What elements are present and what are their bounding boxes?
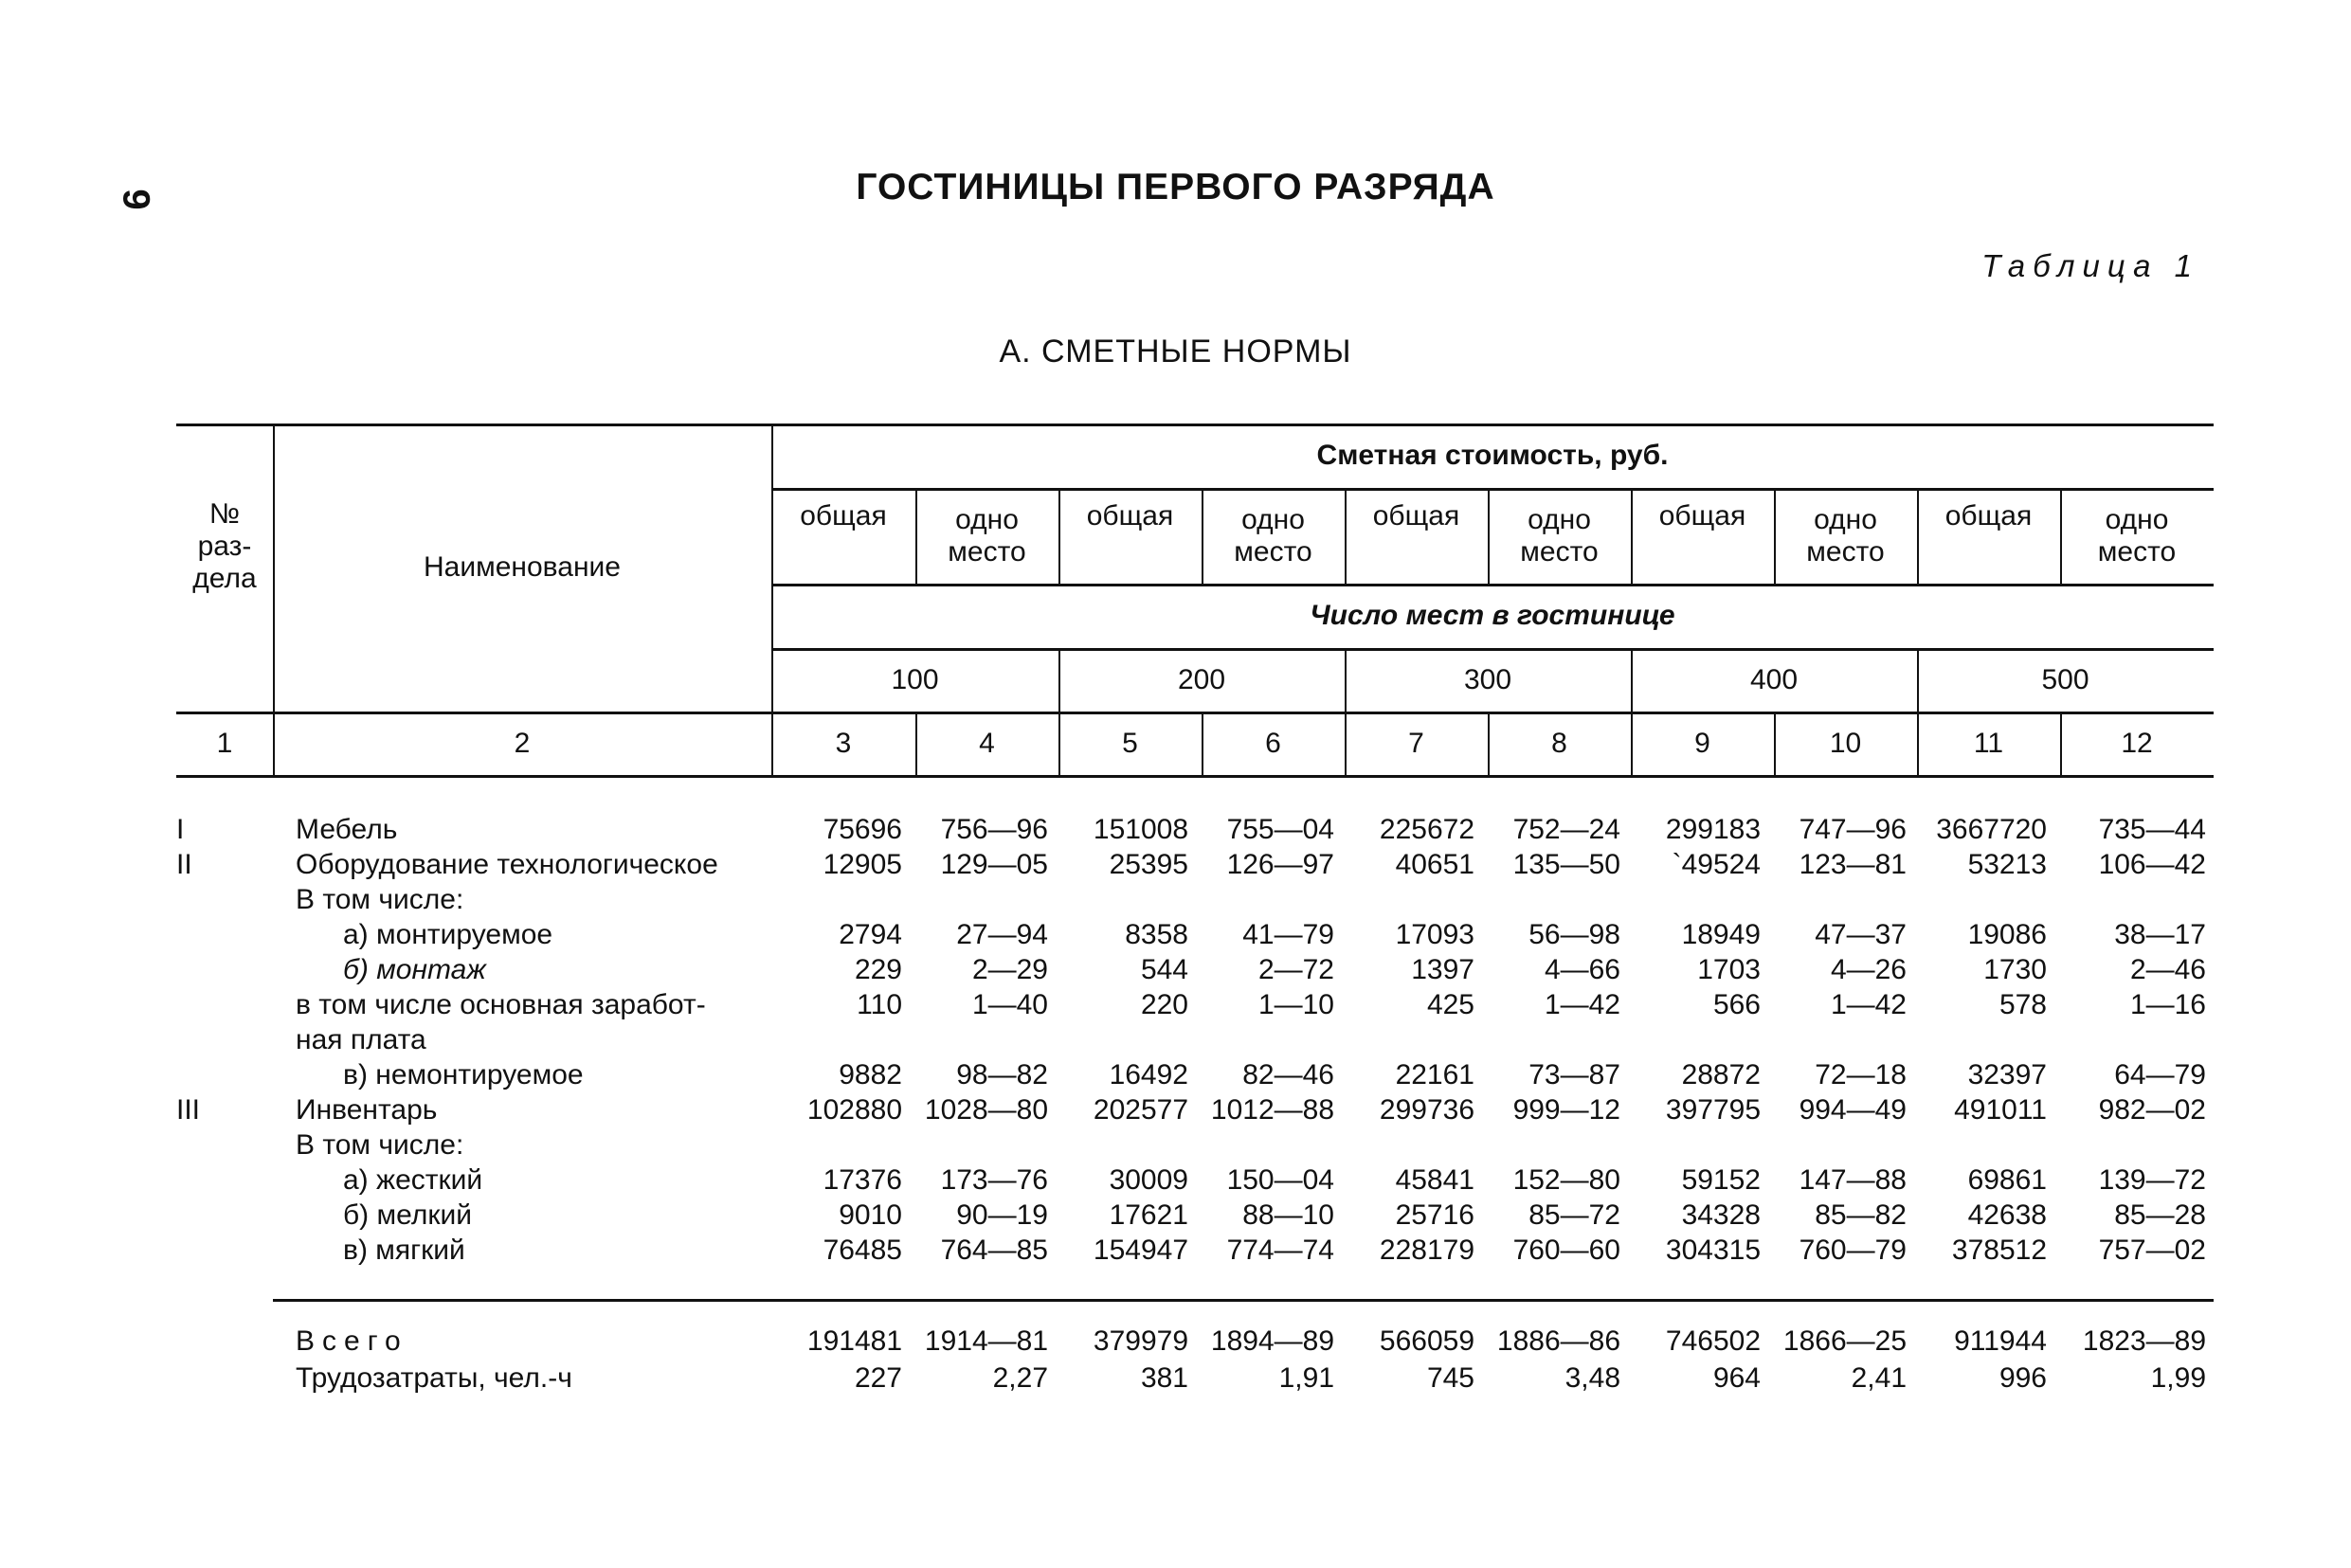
header-total: общая xyxy=(1658,500,1746,532)
value-cell: 996 xyxy=(1998,1362,2047,1394)
value-cell: 229 xyxy=(854,954,902,985)
value-cell: 53213 xyxy=(1967,849,2047,880)
value-cell: 2—29 xyxy=(971,954,1048,985)
section-number: II xyxy=(176,849,192,880)
value-cell: 757—02 xyxy=(2098,1235,2206,1266)
value-cell: 491011 xyxy=(1954,1094,2047,1126)
table-row xyxy=(176,882,2214,918)
value-cell: 381 xyxy=(1140,1362,1188,1394)
value-cell: 98—82 xyxy=(956,1059,1048,1090)
value-cell: 150—04 xyxy=(1226,1164,1334,1196)
page-title: ГОСТИНИЦЫ ПЕРВОГО РАЗРЯДА xyxy=(856,167,1495,207)
value-cell: 220 xyxy=(1140,989,1188,1020)
column-number: 5 xyxy=(1122,727,1138,759)
value-cell: 755—04 xyxy=(1226,814,1334,845)
value-cell: 25395 xyxy=(1109,849,1188,880)
value-cell: 760—79 xyxy=(1799,1235,1907,1266)
value-cell: 760—60 xyxy=(1512,1235,1620,1266)
value-cell: 42638 xyxy=(1967,1199,2047,1231)
value-cell: 764—85 xyxy=(940,1235,1048,1266)
value-cell: 1—40 xyxy=(971,989,1048,1020)
item-name: б) монтаж xyxy=(343,954,486,985)
table-row xyxy=(176,1127,2214,1163)
value-cell: 64—79 xyxy=(2114,1059,2206,1090)
value-cell: 8358 xyxy=(1125,919,1188,950)
value-cell: 135—50 xyxy=(1512,849,1620,880)
value-cell: 173—76 xyxy=(940,1164,1048,1196)
value-cell: 911944 xyxy=(1954,1325,2047,1357)
item-name: в) немонтируемое xyxy=(343,1059,584,1090)
table-row xyxy=(176,847,2214,883)
header-section-no: № раз- дела xyxy=(192,498,257,594)
header-name: Наименование xyxy=(424,551,621,583)
value-cell: 110 xyxy=(857,989,902,1020)
section-number: III xyxy=(176,1094,201,1126)
value-cell: 90—19 xyxy=(956,1199,1048,1231)
section-subtitle: А. СМЕТНЫЕ НОРМЫ xyxy=(999,333,1352,369)
column-number: 4 xyxy=(979,727,995,759)
table-row xyxy=(176,952,2214,988)
value-cell: 1,99 xyxy=(2150,1362,2206,1394)
value-cell: 1397 xyxy=(1411,954,1474,985)
value-cell: 4—26 xyxy=(1830,954,1907,985)
column-number: 3 xyxy=(835,727,852,759)
header-per-place: одно место xyxy=(2097,503,2177,568)
header-total: общая xyxy=(1086,500,1174,532)
header-per-place: одно место xyxy=(948,503,1026,568)
item-name: Трудозатраты, чел.-ч xyxy=(296,1362,572,1394)
value-cell: 147—88 xyxy=(1799,1164,1907,1196)
value-cell: 1012—88 xyxy=(1210,1094,1334,1126)
value-cell: 735—44 xyxy=(2098,814,2206,845)
table-row xyxy=(176,1057,2214,1093)
value-cell: 76485 xyxy=(823,1235,902,1266)
value-cell: 299183 xyxy=(1665,814,1761,845)
value-cell: 304315 xyxy=(1665,1235,1761,1266)
value-cell: 1823—89 xyxy=(2082,1325,2206,1357)
value-cell: 106—42 xyxy=(2098,849,2206,880)
value-cell: 47—37 xyxy=(1815,919,1907,950)
table-row xyxy=(176,1022,2214,1058)
column-number: 9 xyxy=(1694,727,1710,759)
table-row xyxy=(176,1198,2214,1234)
value-cell: 1894—89 xyxy=(1210,1325,1334,1357)
value-cell: 17621 xyxy=(1109,1199,1188,1231)
value-cell: 59152 xyxy=(1681,1164,1761,1196)
value-cell: 75696 xyxy=(823,814,902,845)
table-row xyxy=(176,917,2214,953)
item-name: Всего xyxy=(296,1325,408,1357)
column-number: 11 xyxy=(1973,727,2004,759)
value-cell: 994—49 xyxy=(1799,1094,1907,1126)
header-capacity: 200 xyxy=(1177,663,1226,695)
value-cell: 72—18 xyxy=(1815,1059,1907,1090)
value-cell: 202577 xyxy=(1093,1094,1188,1126)
table-row xyxy=(176,1233,2214,1269)
value-cell: 82—46 xyxy=(1242,1059,1334,1090)
value-cell: 2—46 xyxy=(2129,954,2206,985)
header-cost-group: Сметная стоимость, руб. xyxy=(1316,440,1669,471)
value-cell: 17093 xyxy=(1395,919,1474,950)
header-total: общая xyxy=(800,500,887,532)
value-cell: 1886—86 xyxy=(1496,1325,1620,1357)
column-number: 7 xyxy=(1408,727,1424,759)
value-cell: 17376 xyxy=(823,1164,902,1196)
column-number: 8 xyxy=(1551,727,1567,759)
table-row xyxy=(176,1162,2214,1199)
value-cell: 999—12 xyxy=(1512,1094,1620,1126)
value-cell: 73—87 xyxy=(1528,1059,1620,1090)
value-cell: 12905 xyxy=(823,849,902,880)
item-name: а) монтируемое xyxy=(343,919,553,950)
header-per-place: одно место xyxy=(1234,503,1312,568)
value-cell: 2,27 xyxy=(992,1362,1048,1394)
section-number: I xyxy=(176,814,185,845)
value-cell: 378512 xyxy=(1951,1235,2047,1266)
value-cell: 16492 xyxy=(1109,1059,1188,1090)
table-row xyxy=(176,1092,2214,1128)
value-cell: 32397 xyxy=(1967,1059,2047,1090)
value-cell: 1703 xyxy=(1697,954,1761,985)
column-number: 12 xyxy=(2121,727,2153,759)
value-cell: 38—17 xyxy=(2114,919,2206,950)
value-cell: 126—97 xyxy=(1226,849,1334,880)
value-cell: 1—16 xyxy=(2129,989,2206,1020)
value-cell: 1914—81 xyxy=(924,1325,1048,1357)
value-cell: 123—81 xyxy=(1799,849,1907,880)
value-cell: 139—72 xyxy=(2098,1164,2206,1196)
value-cell: 4—66 xyxy=(1544,954,1620,985)
value-cell: 56—98 xyxy=(1528,919,1620,950)
value-cell: 745 xyxy=(1426,1362,1474,1394)
value-cell: 1,91 xyxy=(1278,1362,1334,1394)
column-number: 6 xyxy=(1265,727,1281,759)
value-cell: 774—74 xyxy=(1226,1235,1334,1266)
value-cell: 3667720 xyxy=(1936,814,2047,845)
value-cell: 152—80 xyxy=(1512,1164,1620,1196)
totals-row xyxy=(176,1361,2214,1397)
value-cell: 45841 xyxy=(1395,1164,1474,1196)
value-cell: 982—02 xyxy=(2098,1094,2206,1126)
value-cell: 18949 xyxy=(1681,919,1761,950)
value-cell: 566059 xyxy=(1379,1325,1474,1357)
value-cell: 25716 xyxy=(1395,1199,1474,1231)
header-places-group: Число мест в гостинице xyxy=(1310,600,1675,631)
value-cell: 1866—25 xyxy=(1782,1325,1907,1357)
value-cell: 34328 xyxy=(1681,1199,1761,1231)
header-capacity: 400 xyxy=(1749,663,1799,695)
value-cell: 41—79 xyxy=(1242,919,1334,950)
header-per-place: одно место xyxy=(1806,503,1885,568)
value-cell: 85—82 xyxy=(1815,1199,1907,1231)
item-name: Оборудование технологическое xyxy=(296,849,718,880)
value-cell: 2,41 xyxy=(1851,1362,1907,1394)
header-total: общая xyxy=(1372,500,1460,532)
value-cell: 30009 xyxy=(1109,1164,1188,1196)
header-capacity: 300 xyxy=(1463,663,1512,695)
value-cell: 228179 xyxy=(1379,1235,1474,1266)
item-name: в том числе основная заработ- xyxy=(296,989,706,1020)
value-cell: 752—24 xyxy=(1512,814,1620,845)
value-cell: 85—28 xyxy=(2114,1199,2206,1231)
value-cell: 102880 xyxy=(806,1094,902,1126)
value-cell: 9882 xyxy=(839,1059,902,1090)
value-cell: 964 xyxy=(1712,1362,1761,1394)
header-capacity: 500 xyxy=(2041,663,2089,695)
value-cell: 151008 xyxy=(1093,814,1188,845)
value-cell: 1—42 xyxy=(1544,989,1620,1020)
value-cell: 27—94 xyxy=(956,919,1048,950)
value-cell: 578 xyxy=(1998,989,2047,1020)
value-cell: 747—96 xyxy=(1799,814,1907,845)
table-row xyxy=(176,987,2214,1023)
value-cell: 3,48 xyxy=(1564,1362,1620,1394)
value-cell: 746502 xyxy=(1665,1325,1761,1357)
value-cell: 225672 xyxy=(1379,814,1474,845)
value-cell: 22161 xyxy=(1395,1059,1474,1090)
item-name: в) мягкий xyxy=(343,1235,465,1266)
value-cell: 1—10 xyxy=(1257,989,1334,1020)
value-cell: 397795 xyxy=(1665,1094,1761,1126)
value-cell: 756—96 xyxy=(940,814,1048,845)
value-cell: 1—42 xyxy=(1830,989,1907,1020)
value-cell: 129—05 xyxy=(940,849,1048,880)
value-cell: 299736 xyxy=(1379,1094,1474,1126)
item-name: а) жесткий xyxy=(343,1164,483,1196)
page-number: 9 xyxy=(115,189,157,210)
value-cell: 544 xyxy=(1140,954,1188,985)
value-cell: 85—72 xyxy=(1528,1199,1620,1231)
value-cell: 2794 xyxy=(839,919,902,950)
item-name: ная плата xyxy=(296,1024,426,1055)
table-row xyxy=(176,812,2214,848)
header-capacity: 100 xyxy=(891,663,939,695)
header-total: общая xyxy=(1944,500,2033,532)
header-per-place: одно место xyxy=(1520,503,1599,568)
value-cell: 19086 xyxy=(1967,919,2047,950)
value-cell: 191481 xyxy=(806,1325,902,1357)
value-cell: `49524 xyxy=(1672,849,1761,880)
value-cell: 154947 xyxy=(1093,1235,1188,1266)
value-cell: 9010 xyxy=(839,1199,902,1231)
item-name: б) мелкий xyxy=(343,1199,472,1231)
item-name: В том числе: xyxy=(296,1129,464,1161)
value-cell: 379979 xyxy=(1093,1325,1188,1357)
item-name: Инвентарь xyxy=(296,1094,438,1126)
column-number: 10 xyxy=(1829,727,1862,759)
value-cell: 28872 xyxy=(1681,1059,1761,1090)
value-cell: 1028—80 xyxy=(924,1094,1048,1126)
column-number: 1 xyxy=(216,727,233,759)
table-label: Таблица 1 xyxy=(1981,248,2199,283)
column-number: 2 xyxy=(514,727,531,759)
value-cell: 88—10 xyxy=(1242,1199,1334,1231)
totals-row xyxy=(176,1324,2214,1360)
value-cell: 2—72 xyxy=(1257,954,1334,985)
value-cell: 227 xyxy=(854,1362,902,1394)
value-cell: 69861 xyxy=(1967,1164,2047,1196)
value-cell: 40651 xyxy=(1395,849,1474,880)
value-cell: 566 xyxy=(1712,989,1761,1020)
item-name: В том числе: xyxy=(296,884,464,915)
item-name: Мебель xyxy=(296,814,398,845)
value-cell: 1730 xyxy=(1983,954,2047,985)
value-cell: 425 xyxy=(1426,989,1474,1020)
